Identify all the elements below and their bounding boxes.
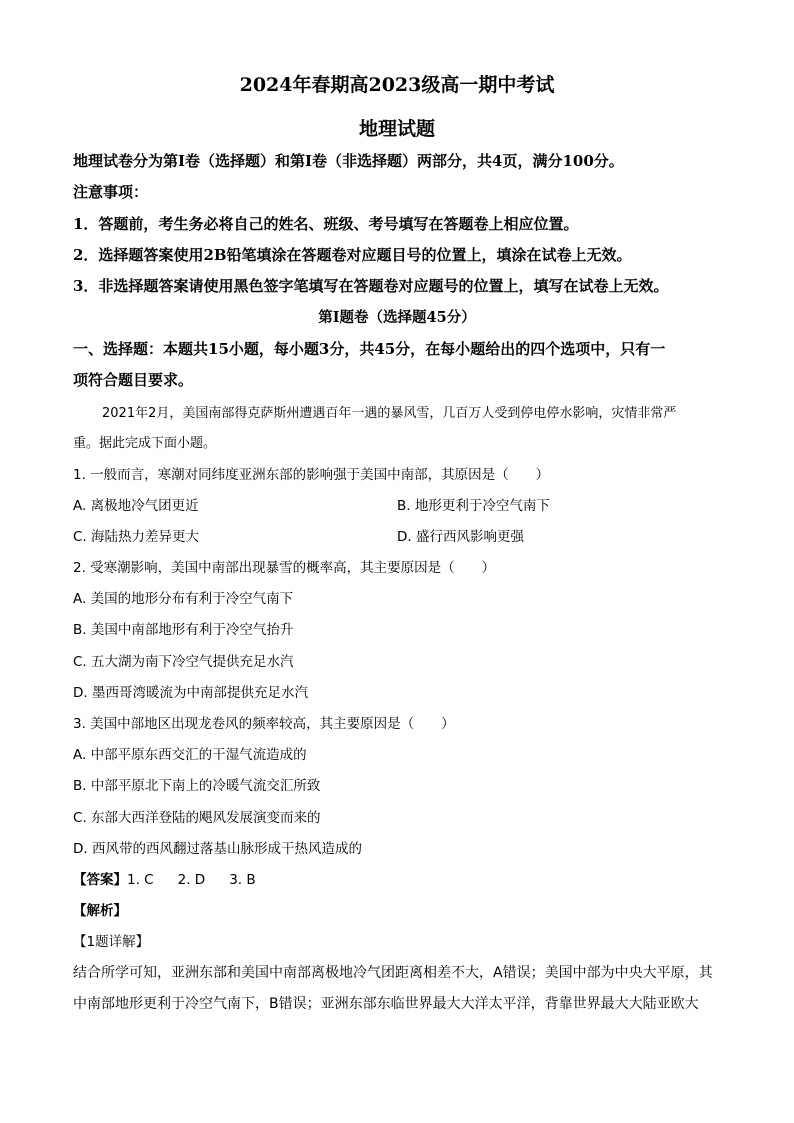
option-b: B. 美国中南部地形有利于冷空气抬升 (73, 622, 294, 638)
option-d: D. 盛行西风影响更强 (397, 529, 524, 545)
question-stem: 2. 受寒潮影响，美国中南部出现暴雪的概率高，其主要原因是（ ） (73, 560, 496, 576)
answer-item: 2. D (177, 872, 206, 888)
material-text: 重。据此完成下面小题。 (73, 436, 217, 451)
exam-intro: 地理试卷分为第I卷（选择题）和第I卷（非选择题）两部分，共4页，满分100分。 (73, 152, 624, 170)
notice-item: 3．非选择题答案请使用黑色签字笔填写在答题卷对应题号的位置上，填写在试卷上无效。 (73, 277, 669, 295)
option-c: C. 海陆热力差异更大 (73, 529, 200, 545)
notice-item: 2．选择题答案使用2B铅笔填涂在答题卷对应题目号的位置上，填涂在试卷上无效。 (73, 246, 632, 264)
option-a: A. 美国的地形分布有利于冷空气南下 (73, 591, 294, 607)
section-instruction: 项符合题目要求。 (73, 371, 194, 389)
option-b: B. 中部平原北下南上的冷暖气流交汇所致 (73, 778, 321, 794)
option-d: D. 西风带的西风翻过落基山脉形成干热风造成的 (73, 841, 362, 857)
analysis-text: 结合所学可知，亚洲东部和美国中南部离极地冷气团距离相差不大，A错误；美国中部为中央大平原，其 (73, 965, 713, 981)
subject-title: 地理试题 (358, 118, 435, 140)
option-a: A. 中部平原东西交汇的干湿气流造成的 (73, 747, 307, 763)
exam-title: 2024年春期高2023级高一期中考试 (239, 74, 555, 96)
option-b: B. 地形更利于冷空气南下 (397, 498, 550, 514)
answer-item: 1. C (127, 872, 154, 888)
analysis-label: 【解析】 (73, 903, 127, 919)
section-instruction: 一、选择题：本题共15小题，每小题3分，共45分，在每小题给出的四个选项中，只有一 (73, 340, 666, 358)
question-stem: 1. 一般而言，寒潮对同纬度亚洲东部的影响强于美国中南部，其原因是（ ） (73, 467, 550, 483)
notice-heading: 注意事项： (73, 183, 149, 201)
option-a: A. 离极地冷气团更近 (73, 498, 199, 514)
option-c: C. 东部大西洋登陆的飓风发展演变而来的 (73, 810, 321, 826)
answer-row (73, 868, 256, 888)
detail-label: 【1题详解】 (73, 934, 150, 950)
analysis-text: 中南部地形更利于冷空气南下，B错误；亚洲东部东临世界最大大洋太平洋，背靠世界最大大陆亚欧大 (73, 996, 699, 1012)
notice-item: 1．答题前，考生务必将自己的姓名、班级、考号填写在答题卷上相应位置。 (73, 215, 579, 233)
answer-label: 【答案】 (73, 872, 127, 888)
section-title: 第I题卷（选择题45分） (318, 309, 476, 326)
option-d: D. 墨西哥湾暖流为中南部提供充足水汽 (73, 685, 308, 701)
answer-item: 3. B (229, 872, 256, 888)
option-c: C. 五大湖为南下冷空气提供充足水汽 (73, 654, 294, 670)
question-stem: 3. 美国中部地区出现龙卷风的频率较高，其主要原因是（ ） (73, 716, 455, 732)
material-text: 2021年2月，美国南部得克萨斯州遭遇百年一遇的暴风雪，几百万人受到停电停水影响，灾情非常严 (102, 406, 677, 421)
